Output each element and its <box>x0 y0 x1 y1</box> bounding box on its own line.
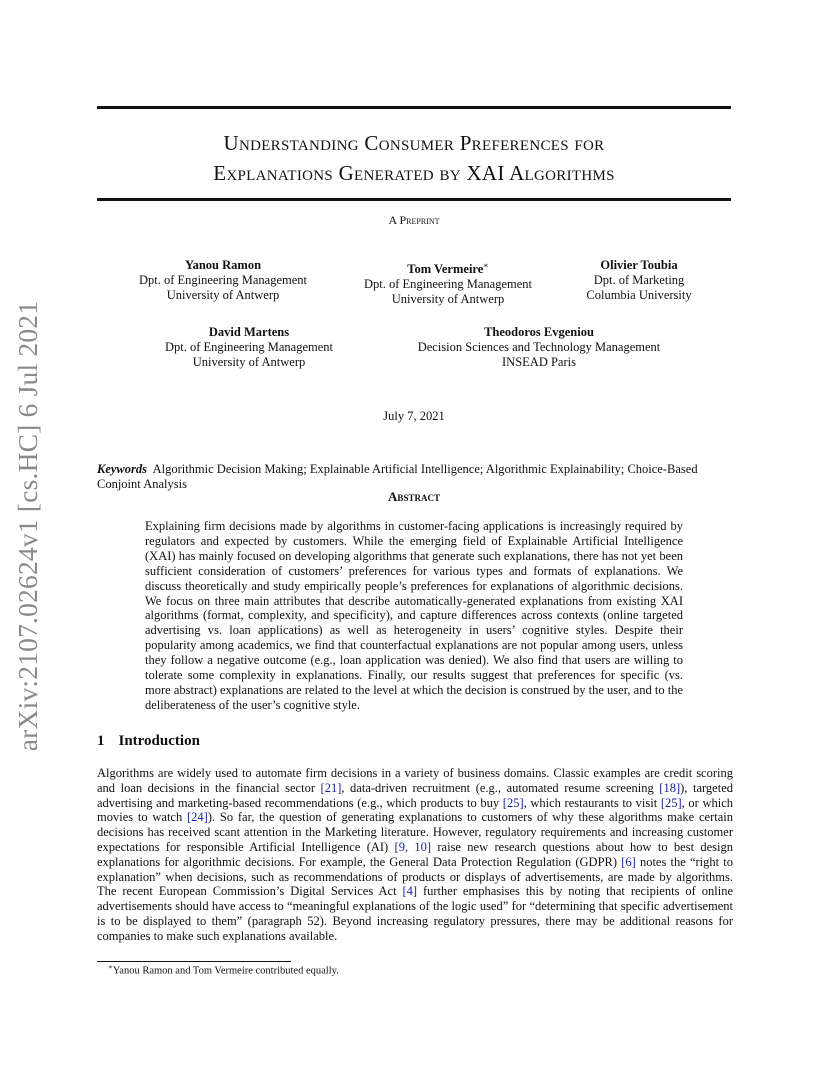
introduction-paragraph <box>97 766 733 944</box>
author-institution: University of Antwerp <box>166 288 280 302</box>
citation-link[interactable]: [24] <box>187 810 208 825</box>
section-number: 1 <box>97 733 105 749</box>
citation-link[interactable]: [9, 10] <box>394 839 432 854</box>
author-name: Olivier Toubia <box>600 258 678 272</box>
author-name: Tom Vermeire∗ <box>407 261 489 277</box>
author-block <box>568 258 710 303</box>
author-name: Theodoros Evgeniou <box>484 325 594 339</box>
citation-link[interactable]: [21] <box>320 780 342 795</box>
body-text: , which restaurants to visit <box>523 795 661 810</box>
author-block <box>400 325 678 370</box>
footnote-mark: ∗ <box>108 963 113 971</box>
title-line-2: Explanations Generated by XAI Algorithms <box>213 161 615 185</box>
title-rule-bottom <box>97 198 731 201</box>
citation-link[interactable]: [6] <box>621 854 636 869</box>
abstract-text: Explaining firm decisions made by algorithms in customer-facing applications is increasingly required by regulators and expected by customers. While the emerging field of Explainable Artificial Intelligence (XAI) has mainly focused on developing algorithms that generate such explanations, there has not yet been sufficient consideration of customers’ preferences for various types and formats of explanations. We discuss theoretically and study empirically people’s preferences for explanations of algorithmic decisions. We focus on three main attributes that describe automatically-generated explanations from existing XAI algorithms (format, complexity, and specificity), and capture differences across contexts (online targeted advertising vs. loan applications) as well as heterogeneity in users’ cognitive styles. Despite their popularity among academics, we find that counterfactual explanations are not popular among users, unless they follow a negative outcome (e.g., loan application was denied). We also find that users are willing to tolerate some complexity in explanations. Finally, our results suggest that preferences for specific (vs. more abstract) explanations are related to the level at which the decision is construed by the user, and to the deliberateness of the user’s cognitive style. <box>145 519 683 712</box>
citation-link[interactable]: [4] <box>402 884 418 899</box>
author-dept: Dpt. of Engineering Management <box>363 277 532 292</box>
section-heading <box>97 733 214 750</box>
body-text: Algorithms are widely used to automate firm decisions in a variety of business domains. Classic examples are credit scoring and loan decisions in the financial sector <box>97 766 733 795</box>
author-name: Yanou Ramon <box>184 258 262 272</box>
body-text: notes the “right to explanation” when decisions, such as recommendations of products or displays of advertisements, are made by algorithms. The recent European Commission’s Digital Services Act <box>97 854 733 899</box>
publication-date: July 7, 2021 <box>383 409 445 423</box>
arxiv-identifier: arXiv:2107.02624v1 [cs.HC] 6 Jul 2021 <box>12 300 43 752</box>
author-dept: Dpt. of Engineering Management <box>164 340 333 354</box>
body-text: ), targeted advertising and marketing-based recommendations (e.g., which products to buy <box>97 780 733 810</box>
author-institution: University of Antwerp <box>391 292 505 307</box>
title-line-1: Understanding Consumer Preferences for <box>223 131 605 155</box>
author-dept: Decision Sciences and Technology Management <box>417 340 661 354</box>
footnote-text: Yanou Ramon and Tom Vermeire contributed equally. <box>112 965 339 977</box>
author-dept: Dpt. of Engineering Management <box>138 273 307 287</box>
keywords-label: Keywords <box>97 462 147 476</box>
citation-link[interactable]: [25] <box>660 795 682 810</box>
body-text: raise new research questions about how to best design explanations for algorithmic decisions. For example, the General Data Protection Regulation (GDPR) <box>97 839 733 869</box>
abstract-heading: Abstract <box>388 489 440 504</box>
author-institution: University of Antwerp <box>192 355 306 369</box>
author-dept: Dpt. of Marketing <box>593 273 685 287</box>
body-text: , data-driven recruitment (e.g., automated resume screening <box>341 780 660 795</box>
keywords-text: Algorithmic Decision Making; Explainable Artificial Intelligence; Algorithmic Explainability; Choice-Based Conjoint Analysis <box>97 462 698 491</box>
keywords <box>97 462 731 492</box>
author-institution: INSEAD Paris <box>502 355 576 369</box>
body-text: ). So far, the question of generating explanations to customers of why these algorithms make certain decisions has received scant attention in the Marketing literature. However, regulatory requirements and increasing customer expectations for responsible Artificial Intelligence (AI) <box>97 810 733 854</box>
author-block <box>156 325 342 370</box>
footnote-rule <box>97 961 291 962</box>
body-text: , or which movies to watch <box>97 795 733 825</box>
author-institution: Columbia University <box>586 288 692 302</box>
footnote-mark: ∗ <box>483 261 489 270</box>
body-text: further emphasises this by noting that recipients of online advertisements should have access to “meaningful explanations of the logic used” for “determining that specific advertisement is to be displayed to them” (paragraph 52). Beyond increasing regulatory pressures, there may be additional reasons for companies to make such explanations available. <box>97 884 733 943</box>
title-rule-top <box>97 106 731 109</box>
preprint-label: A Preprint <box>388 213 440 227</box>
author-block <box>130 258 316 303</box>
citation-link[interactable]: [18] <box>659 780 681 795</box>
citation-link[interactable]: [25] <box>502 795 524 810</box>
footnote <box>108 963 339 977</box>
paper-title <box>97 128 731 188</box>
author-name: David Martens <box>208 325 290 339</box>
author-block <box>355 258 541 307</box>
section-title: Introduction <box>118 733 200 749</box>
